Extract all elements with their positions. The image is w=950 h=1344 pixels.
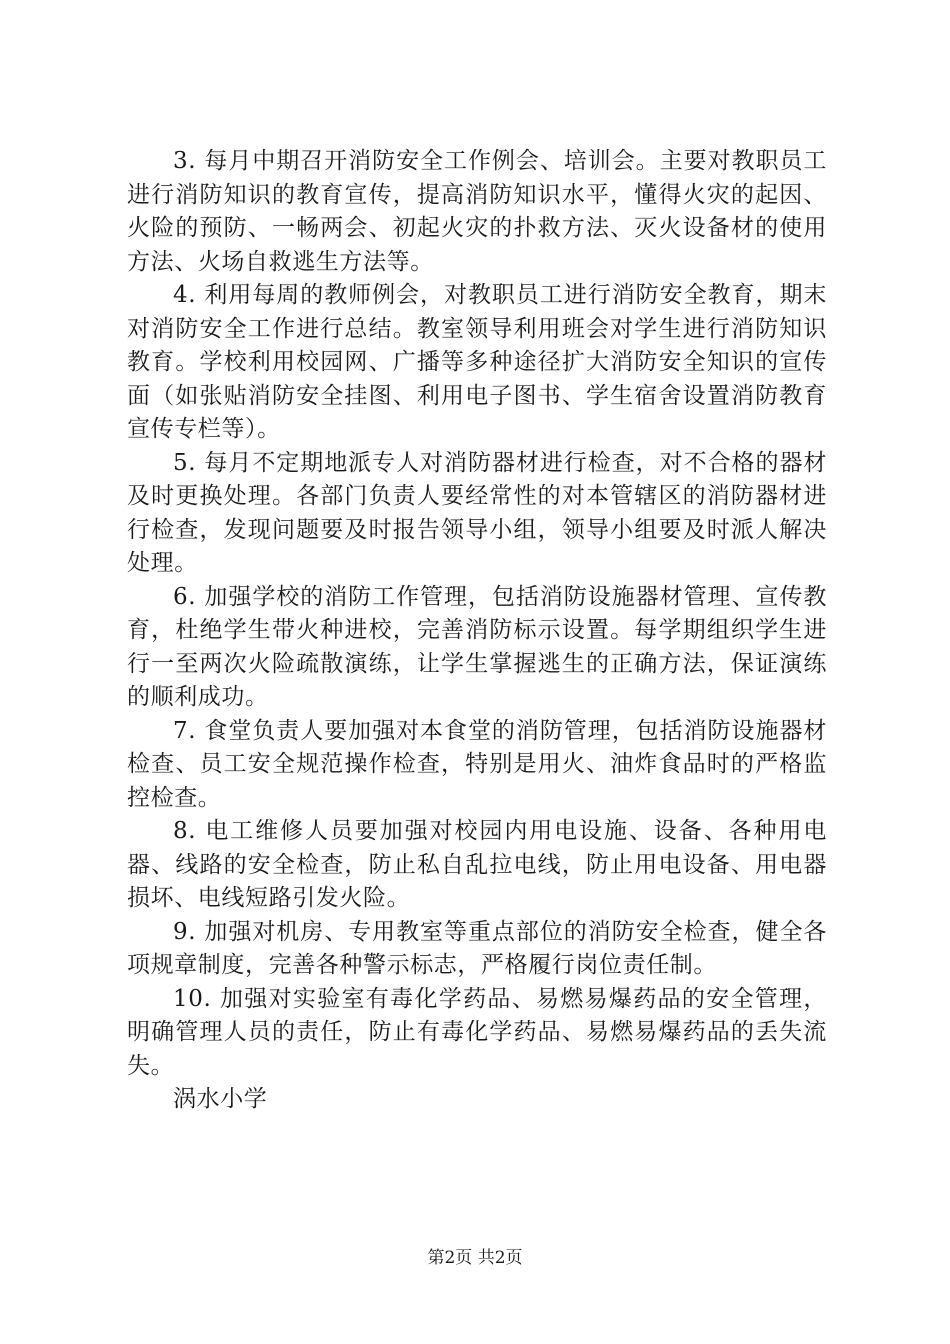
page-number-footer: 第2页 共2页 [427,1248,523,1268]
paragraph-item-4: 4. 利用每周的教师例会，对教职员工进行消防安全教育，期末对消防安全工作进行总结。教室领导利用班会对学生进行消防知识教育。学校利用校园网、广播等多种途径扩大消防安全知识的宣传面（如张贴消防安全挂图、利用电子图书、学生宿舍设置消防教育宣传专栏等）。 [127,282,827,442]
paragraph-item-8: 8. 电工维修人员要加强对校园内用电设施、设备、各种用电器、线路的安全检查，防止私自乱拉电线，防止用电设备、用电器损坏、电线短路引发火险。 [127,818,827,911]
signature-school-name: 涡水小学 [173,1086,268,1112]
paragraph-item-6: 6. 加强学校的消防工作管理，包括消防设施器材管理、宣传教育，杜绝学生带火种进校，完善消防标示设置。每学期组织学生进行一至两次火险疏散演练，让学生掌握逃生的正确方法，保证演练的顺利成功。 [127,583,827,710]
paragraph-item-10: 10. 加强对实验室有毒化学药品、易燃易爆药品的安全管理，明确管理人员的责任，防止有毒化学药品、易燃易爆药品的丢失流失。 [127,985,827,1079]
paragraph-item-9: 9. 加强对机房、专用教室等重点部位的消防安全检查，健全各项规章制度，完善各种警示标志，严格履行岗位责任制。 [127,918,827,978]
paragraph-item-5: 5. 每月不定期地派专人对消防器材进行检查，对不合格的器材及时更换处理。各部门负责人要经常性的对本管辖区的消防器材进行检查，发现问题要及时报告领导小组，领导小组要及时派人解决处理。 [127,449,827,576]
document-body [127,145,827,1117]
paragraph-item-3: 3. 每月中期召开消防安全工作例会、培训会。主要对教职员工进行消防知识的教育宣传，提高消防知识水平，懂得火灾的起因、火险的预防、一畅两会、初起火灾的扑救方法、灭火设备材的使用方法、火场自救逃生方法等。 [127,148,827,275]
paragraph-item-7: 7. 食堂负责人要加强对本食堂的消防管理，包括消防设施器材检查、员工安全规范操作检查，特别是用火、油炸食品时的严格监控检查。 [127,717,827,811]
